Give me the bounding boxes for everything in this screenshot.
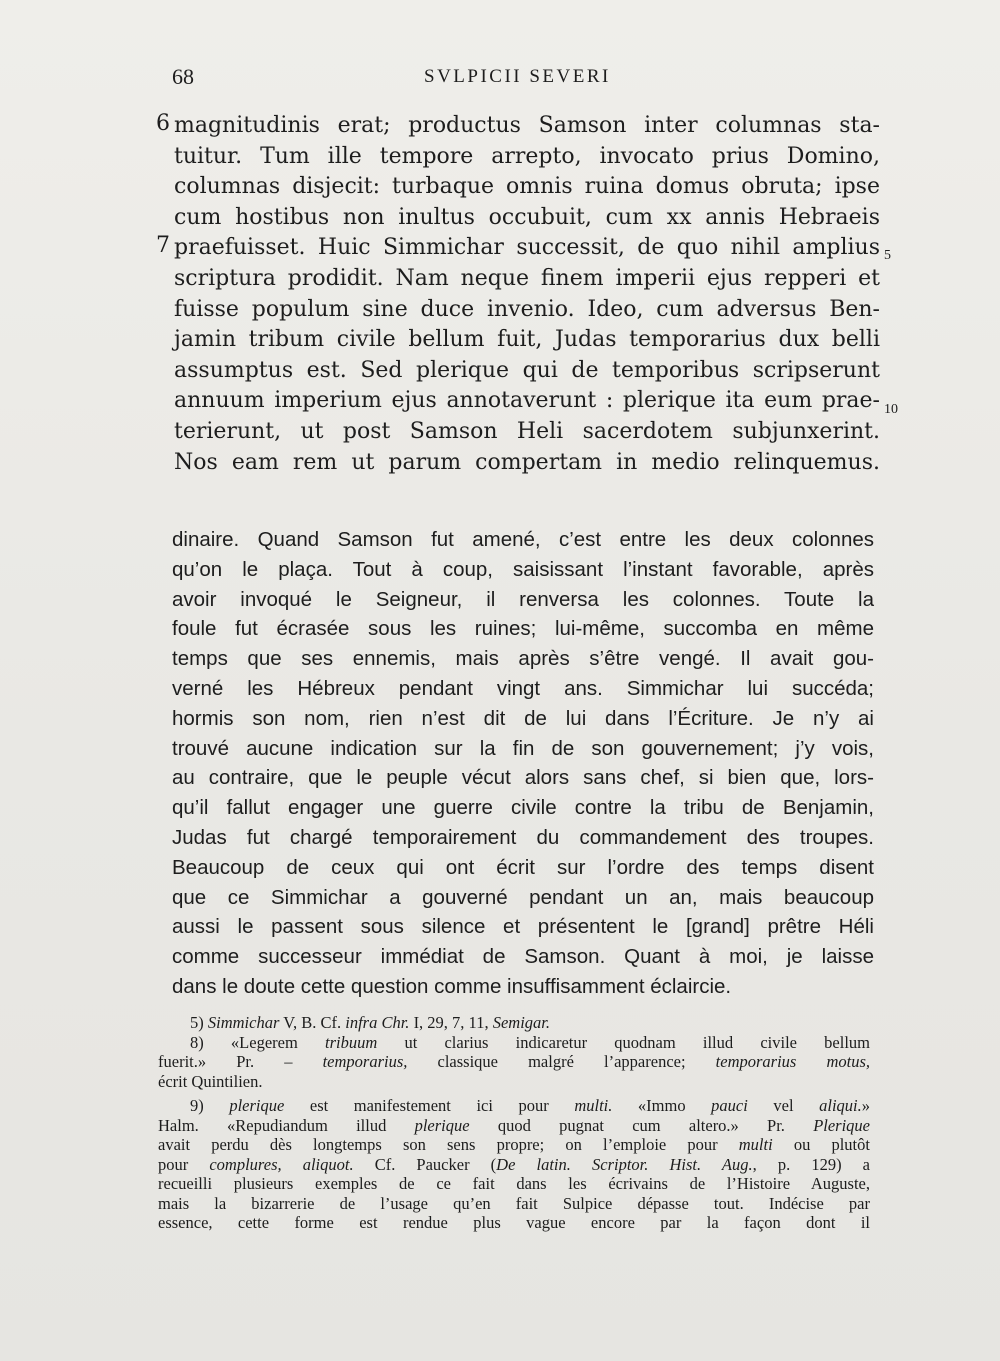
footnote-text: pour: [158, 1154, 210, 1174]
footnote-term: multi: [738, 1135, 773, 1154]
french-line: aussi le passent sous silence et présentent le [grand] prêtre Héli: [172, 915, 874, 939]
latin-line: praefuisset. Huic Simmichar successit, de quo nihil amplius: [174, 235, 880, 261]
footnote-9-line: [158, 1155, 870, 1175]
line-number: 5: [884, 248, 891, 263]
page-header: [172, 64, 872, 96]
footnote-9-line: [158, 1096, 870, 1116]
footnote-9-line: essence, cette forme est rendue plus vague encore par la façon dont il: [158, 1213, 870, 1232]
line-number: 10: [884, 402, 898, 417]
footnote-8-line: écrit Quintilien.: [158, 1071, 263, 1091]
footnote-term: Plerique: [813, 1115, 871, 1135]
footnote-term: temporarius motus,: [715, 1052, 871, 1071]
footnote-term: pauci: [711, 1096, 748, 1115]
footnote-text: vel: [747, 1096, 820, 1115]
latin-line: tuitur. Tum ille tempore arrepto, invocato prius Domino,: [174, 143, 880, 169]
french-line: dinaire. Quand Samson fut amené, c’est entre les deux colonnes: [172, 528, 874, 551]
latin-line: jamin tribum civile bellum fuit, Judas temporarius dux belli: [174, 327, 880, 353]
french-line: temps que ses ennemis, mais après s’être vengé. Il avait gou-: [172, 647, 874, 671]
footnote-text: avait perdu dès longtemps son sens propre; on l’emploie pour: [158, 1135, 739, 1154]
footnote-text: I, 29, 7, 11,: [409, 1013, 493, 1032]
footnote-text: ut clarius indicaretur quodnam illud civile bellum: [377, 1032, 870, 1052]
french-line: avoir invoqué le Seigneur, il renversa les colonnes. Toute la: [172, 587, 874, 611]
footnote-term: complures, aliquot.: [209, 1154, 354, 1174]
latin-line: Nos eam rem ut parum compertam in medio relinquemus.: [174, 449, 880, 475]
footnote-text: classique malgré l’apparence;: [407, 1052, 716, 1071]
french-line: qu’on le plaça. Tout à coup, saisissant l’instant favorable, après: [172, 557, 874, 581]
footnote-mark: 5): [190, 1013, 204, 1032]
footnote-term: plerique: [414, 1115, 470, 1135]
french-line: Judas fut chargé temporairement du commandement des troupes.: [172, 825, 874, 849]
footnote-text: ou plutôt: [772, 1135, 870, 1154]
french-translation: [172, 525, 874, 1002]
latin-line: terierunt, ut post Samson Heli sacerdotem subjunxerint.: [174, 418, 880, 444]
latin-line: magnitudinis erat; productus Samson inter columnas sta-: [174, 113, 880, 138]
footnote-9-line: mais la bizarrerie de l’usage qu’en fait Sulpice dépasse tout. Indécise par: [158, 1193, 870, 1213]
footnote-term: Simmichar: [207, 1013, 280, 1032]
footnote-9-line: [158, 1116, 870, 1136]
latin-line: fuisse populum sine duce invenio. Ideo, cum adversus Ben-: [174, 296, 880, 322]
footnote-text: fuerit.» Pr. –: [158, 1052, 323, 1071]
french-line: verné les Hébreux pendant vingt ans. Simmichar lui succéda;: [172, 676, 874, 700]
footnote-9-line: [158, 1135, 870, 1155]
footnote-text: quod pugnat cum altero.» Pr.: [469, 1115, 814, 1135]
footnote-text: 8) «Legerem: [190, 1032, 325, 1052]
footnote-text: , p. 129) a: [752, 1154, 870, 1174]
footnote-8-line: [158, 1052, 870, 1072]
section-number: 7: [156, 233, 170, 258]
footnote-text: V, B. Cf.: [279, 1013, 346, 1032]
footnote-term: infra Chr.: [345, 1013, 410, 1032]
footnote-term: aliqui.: [819, 1096, 862, 1115]
footnote-term: Semigar.: [492, 1013, 550, 1032]
running-title: SVLPICII SEVERI: [424, 66, 611, 87]
footnote-term: De latin. Scriptor. Hist. Aug.: [496, 1154, 753, 1174]
latin-text: [174, 111, 880, 478]
latin-line: assumptus est. Sed plerique qui de temporibus scripserunt: [174, 357, 880, 383]
french-line: dans le doute cette question comme insuffisamment éclaircie.: [172, 974, 732, 998]
footnote-5: [158, 1013, 870, 1033]
latin-line: cum hostibus non inultus occubuit, cum xx annis Hebraeis: [174, 204, 880, 230]
footnote-term: temporarius,: [322, 1052, 408, 1071]
footnote-term: multi.: [574, 1096, 613, 1115]
french-line: trouvé aucune indication sur la fin de son gouvernement; j’y vois,: [172, 736, 874, 760]
footnote-text: Halm. «Repudiandum illud: [158, 1115, 415, 1135]
footnote-text: Cf. Paucker (: [353, 1154, 497, 1174]
french-line: que ce Simmichar a gouverné pendant un an, mais beaucoup: [172, 885, 874, 909]
footnote-text: 9): [190, 1096, 230, 1115]
footnote-term: plerique: [229, 1096, 285, 1115]
page-number: 68: [172, 64, 194, 89]
french-line: foule fut écrasée sous les ruines; lui-même, succomba en même: [172, 617, 874, 641]
footnote-text: «Immo: [612, 1096, 712, 1115]
french-line: hormis son nom, rien n’est dit de lui dans l’Écriture. Je n’y ai: [172, 706, 874, 730]
latin-line: annuum imperium ejus annotaverunt : plerique ita eum prae-: [174, 388, 880, 414]
section-number: 6: [156, 111, 170, 136]
footnote-8-line: [158, 1033, 870, 1053]
footnote-text: est manifestement ici pour: [284, 1096, 575, 1115]
latin-line: scriptura prodidit. Nam neque finem imperii ejus repperi et: [174, 265, 880, 291]
footnote-text: »: [861, 1096, 870, 1115]
footnote-9-line: recueilli plusieurs exemples de ce fait dans les écrivains de l’Histoire Auguste,: [158, 1174, 870, 1193]
footnote-term: tribuum: [325, 1032, 378, 1052]
french-line: au contraire, que le peuple vécut alors sans chef, si bien que, lors-: [172, 766, 874, 790]
latin-line: columnas disjecit: turbaque omnis ruina domus obruta; ipse: [174, 174, 880, 200]
french-line: comme successeur immédiat de Samson. Quant à moi, je laisse: [172, 945, 874, 969]
french-line: qu’il fallut engager une guerre civile contre la tribu de Benjamin,: [172, 796, 874, 820]
french-line: Beaucoup de ceux qui ont écrit sur l’ordre des temps disent: [172, 855, 874, 879]
footnotes: [158, 1013, 870, 1233]
